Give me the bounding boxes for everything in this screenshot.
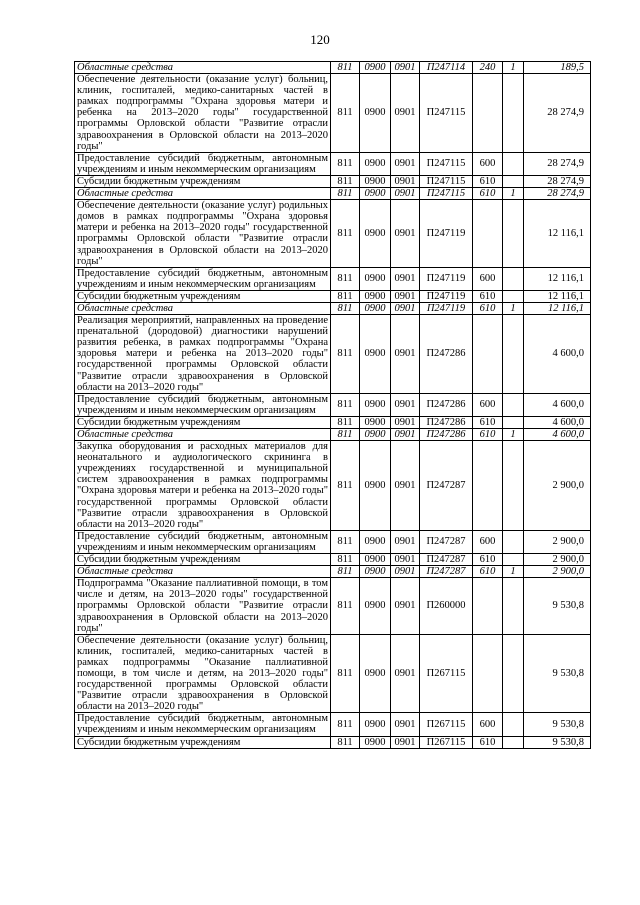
expense-kind <box>473 74 503 153</box>
funding-source <box>503 634 524 713</box>
expense-kind: 600 <box>473 152 503 175</box>
subsection-code: 0901 <box>391 175 420 187</box>
subsection-code: 0901 <box>391 267 420 290</box>
target-article: П247286 <box>420 315 473 394</box>
row-name: Закупка оборудования и расходных материалов для неонатального и аудиологического скрининга в учреждениях государственной и муниципальной систем здравоохранения в рамках подпрограммы "Охрана здоровья матери и ребенка на 2013–2020 годы" государственной программы Орловской области "Развитие отрасли здравоохранения в Орловской области на 2013–2020 годы" <box>75 441 331 531</box>
subsection-code: 0901 <box>391 62 420 74</box>
subsection-code: 0901 <box>391 416 420 428</box>
subsection-code: 0901 <box>391 200 420 268</box>
subsection-code: 0901 <box>391 393 420 416</box>
ministry-code: 811 <box>331 315 360 394</box>
section-code: 0900 <box>360 578 391 634</box>
row-name: Субсидии бюджетным учреждениям <box>75 290 331 302</box>
funding-source: 1 <box>503 566 524 578</box>
ministry-code: 811 <box>331 554 360 566</box>
row-name: Предоставление субсидий бюджетным, автономным учреждениям и иным некоммерческим организациям <box>75 713 331 736</box>
table-row <box>75 188 591 200</box>
expense-kind <box>473 578 503 634</box>
funding-source <box>503 290 524 302</box>
amount: 9 530,8 <box>524 736 591 748</box>
row-name: Предоставление субсидий бюджетным, автономным учреждениям и иным некоммерческим организациям <box>75 152 331 175</box>
subsection-code: 0901 <box>391 736 420 748</box>
table-row <box>75 200 591 268</box>
subsection-code: 0901 <box>391 554 420 566</box>
section-code: 0900 <box>360 554 391 566</box>
table-row <box>75 634 591 713</box>
funding-source: 1 <box>503 429 524 441</box>
section-code: 0900 <box>360 441 391 531</box>
amount: 12 116,1 <box>524 267 591 290</box>
section-code: 0900 <box>360 200 391 268</box>
expense-kind: 240 <box>473 62 503 74</box>
ministry-code: 811 <box>331 267 360 290</box>
section-code: 0900 <box>360 634 391 713</box>
funding-source: 1 <box>503 62 524 74</box>
table-row <box>75 429 591 441</box>
table-row <box>75 736 591 748</box>
amount: 2 900,0 <box>524 441 591 531</box>
budget-table <box>74 61 591 749</box>
row-name: Предоставление субсидий бюджетным, автономным учреждениям и иным некоммерческим организациям <box>75 530 331 553</box>
target-article: П247119 <box>420 302 473 314</box>
ministry-code: 811 <box>331 152 360 175</box>
expense-kind: 610 <box>473 302 503 314</box>
target-article: П247286 <box>420 393 473 416</box>
ministry-code: 811 <box>331 200 360 268</box>
amount: 12 116,1 <box>524 302 591 314</box>
amount: 28 274,9 <box>524 152 591 175</box>
section-code: 0900 <box>360 74 391 153</box>
row-name: Предоставление субсидий бюджетным, автономным учреждениям и иным некоммерческим организациям <box>75 267 331 290</box>
expense-kind <box>473 634 503 713</box>
target-article: П247114 <box>420 62 473 74</box>
amount: 2 900,0 <box>524 530 591 553</box>
target-article: П247119 <box>420 267 473 290</box>
section-code: 0900 <box>360 393 391 416</box>
subsection-code: 0901 <box>391 634 420 713</box>
amount: 4 600,0 <box>524 429 591 441</box>
funding-source: 1 <box>503 188 524 200</box>
row-name: Областные средства <box>75 302 331 314</box>
target-article: П247115 <box>420 188 473 200</box>
amount: 12 116,1 <box>524 200 591 268</box>
ministry-code: 811 <box>331 441 360 531</box>
section-code: 0900 <box>360 152 391 175</box>
amount: 2 900,0 <box>524 554 591 566</box>
subsection-code: 0901 <box>391 566 420 578</box>
table-row <box>75 74 591 153</box>
table-row <box>75 267 591 290</box>
amount: 9 530,8 <box>524 634 591 713</box>
table-row <box>75 152 591 175</box>
subsection-code: 0901 <box>391 152 420 175</box>
target-article: П267115 <box>420 736 473 748</box>
funding-source <box>503 530 524 553</box>
target-article: П247286 <box>420 429 473 441</box>
expense-kind: 600 <box>473 267 503 290</box>
amount: 12 116,1 <box>524 290 591 302</box>
section-code: 0900 <box>360 736 391 748</box>
subsection-code: 0901 <box>391 578 420 634</box>
subsection-code: 0901 <box>391 441 420 531</box>
section-code: 0900 <box>360 290 391 302</box>
target-article: П247287 <box>420 530 473 553</box>
expense-kind: 610 <box>473 416 503 428</box>
expense-kind: 610 <box>473 736 503 748</box>
ministry-code: 811 <box>331 302 360 314</box>
target-article: П267115 <box>420 634 473 713</box>
amount: 2 900,0 <box>524 566 591 578</box>
table-row <box>75 530 591 553</box>
ministry-code: 811 <box>331 188 360 200</box>
table-row <box>75 441 591 531</box>
ministry-code: 811 <box>331 634 360 713</box>
target-article: П247287 <box>420 554 473 566</box>
ministry-code: 811 <box>331 175 360 187</box>
target-article: П247115 <box>420 175 473 187</box>
amount: 9 530,8 <box>524 578 591 634</box>
funding-source <box>503 200 524 268</box>
target-article: П247287 <box>420 566 473 578</box>
ministry-code: 811 <box>331 429 360 441</box>
table-row <box>75 302 591 314</box>
funding-source: 1 <box>503 302 524 314</box>
target-article: П247119 <box>420 200 473 268</box>
table-row <box>75 554 591 566</box>
row-name: Областные средства <box>75 62 331 74</box>
target-article: П247286 <box>420 416 473 428</box>
ministry-code: 811 <box>331 62 360 74</box>
expense-kind <box>473 441 503 531</box>
table-row <box>75 416 591 428</box>
subsection-code: 0901 <box>391 315 420 394</box>
table-row <box>75 393 591 416</box>
row-name: Областные средства <box>75 429 331 441</box>
section-code: 0900 <box>360 188 391 200</box>
row-name: Обеспечение деятельности (оказание услуг) родильных домов в рамках подпрограммы "Охрана здоровья матери и ребенка на 2013–2020 годы" государственной программы Орловской области "Развитие отрасли здравоохранения в Орловской области на 2013–2020 годы" <box>75 200 331 268</box>
section-code: 0900 <box>360 713 391 736</box>
ministry-code: 811 <box>331 713 360 736</box>
section-code: 0900 <box>360 302 391 314</box>
target-article: П267115 <box>420 713 473 736</box>
ministry-code: 811 <box>331 566 360 578</box>
page-number: 120 <box>310 32 330 47</box>
table-row <box>75 62 591 74</box>
amount: 4 600,0 <box>524 416 591 428</box>
funding-source <box>503 175 524 187</box>
amount: 4 600,0 <box>524 315 591 394</box>
target-article: П247115 <box>420 152 473 175</box>
ministry-code: 811 <box>331 736 360 748</box>
subsection-code: 0901 <box>391 290 420 302</box>
subsection-code: 0901 <box>391 302 420 314</box>
funding-source <box>503 736 524 748</box>
funding-source <box>503 152 524 175</box>
expense-kind: 610 <box>473 290 503 302</box>
ministry-code: 811 <box>331 290 360 302</box>
expense-kind: 610 <box>473 175 503 187</box>
table-row <box>75 713 591 736</box>
table-row <box>75 290 591 302</box>
funding-source <box>503 441 524 531</box>
subsection-code: 0901 <box>391 188 420 200</box>
funding-source <box>503 74 524 153</box>
amount: 28 274,9 <box>524 74 591 153</box>
table-row <box>75 175 591 187</box>
subsection-code: 0901 <box>391 429 420 441</box>
subsection-code: 0901 <box>391 530 420 553</box>
ministry-code: 811 <box>331 74 360 153</box>
expense-kind: 610 <box>473 188 503 200</box>
row-name: Субсидии бюджетным учреждениям <box>75 554 331 566</box>
expense-kind: 600 <box>473 393 503 416</box>
section-code: 0900 <box>360 429 391 441</box>
target-article: П260000 <box>420 578 473 634</box>
funding-source <box>503 554 524 566</box>
row-name: Субсидии бюджетным учреждениям <box>75 416 331 428</box>
section-code: 0900 <box>360 566 391 578</box>
expense-kind: 610 <box>473 429 503 441</box>
table-row <box>75 315 591 394</box>
row-name: Областные средства <box>75 566 331 578</box>
funding-source <box>503 267 524 290</box>
funding-source <box>503 315 524 394</box>
amount: 28 274,9 <box>524 175 591 187</box>
amount: 9 530,8 <box>524 713 591 736</box>
subsection-code: 0901 <box>391 74 420 153</box>
section-code: 0900 <box>360 416 391 428</box>
amount: 28 274,9 <box>524 188 591 200</box>
funding-source <box>503 416 524 428</box>
ministry-code: 811 <box>331 530 360 553</box>
expense-kind <box>473 200 503 268</box>
funding-source <box>503 578 524 634</box>
amount: 189,5 <box>524 62 591 74</box>
expense-kind: 610 <box>473 566 503 578</box>
row-name: Предоставление субсидий бюджетным, автономным учреждениям и иным некоммерческим организациям <box>75 393 331 416</box>
target-article: П247287 <box>420 441 473 531</box>
row-name: Субсидии бюджетным учреждениям <box>75 736 331 748</box>
row-name: Субсидии бюджетным учреждениям <box>75 175 331 187</box>
expense-kind <box>473 315 503 394</box>
funding-source <box>503 393 524 416</box>
table-row <box>75 578 591 634</box>
row-name: Областные средства <box>75 188 331 200</box>
funding-source <box>503 713 524 736</box>
subsection-code: 0901 <box>391 713 420 736</box>
table-row <box>75 566 591 578</box>
table-body <box>75 62 591 749</box>
expense-kind: 600 <box>473 530 503 553</box>
expense-kind: 610 <box>473 554 503 566</box>
section-code: 0900 <box>360 62 391 74</box>
section-code: 0900 <box>360 530 391 553</box>
ministry-code: 811 <box>331 578 360 634</box>
ministry-code: 811 <box>331 416 360 428</box>
amount: 4 600,0 <box>524 393 591 416</box>
target-article: П247115 <box>420 74 473 153</box>
expense-kind: 600 <box>473 713 503 736</box>
section-code: 0900 <box>360 315 391 394</box>
row-name: Обеспечение деятельности (оказание услуг) больниц, клиник, госпиталей, медико-санитарных частей в рамках подпрограммы "Охрана здоровья матери и ребенка на 2013–2020 годы" государственной программы Орловской области "Развитие отрасли здравоохранения в Орловской области на 2013–2020 годы" <box>75 74 331 153</box>
target-article: П247119 <box>420 290 473 302</box>
row-name: Реализация мероприятий, направленных на проведение пренатальной (дородовой) диагностики нарушений развития ребенка, в рамках подпрограммы "Охрана здоровья матери и ребенка на 2013–2020 годы" государственной программы Орловской области "Развитие отрасли здравоохранения в Орловской области на 2013–2020 годы" <box>75 315 331 394</box>
row-name: Обеспечение деятельности (оказание услуг) больниц, клиник, госпиталей, медико-санитарных частей в рамках подпрограммы "Оказание паллиативной помощи, в том числе и детям, на 2013–2020 годы" государственной программы Орловской области "Развитие отрасли здравоохранения в Орловской области на 2013–2020 годы" <box>75 634 331 713</box>
section-code: 0900 <box>360 267 391 290</box>
row-name: Подпрограмма "Оказание паллиативной помощи, в том числе и детям, на 2013–2020 годы" государственной программы Орловской области "Развитие отрасли здравоохранения в Орловской области на 2013–2020 годы" <box>75 578 331 634</box>
section-code: 0900 <box>360 175 391 187</box>
ministry-code: 811 <box>331 393 360 416</box>
